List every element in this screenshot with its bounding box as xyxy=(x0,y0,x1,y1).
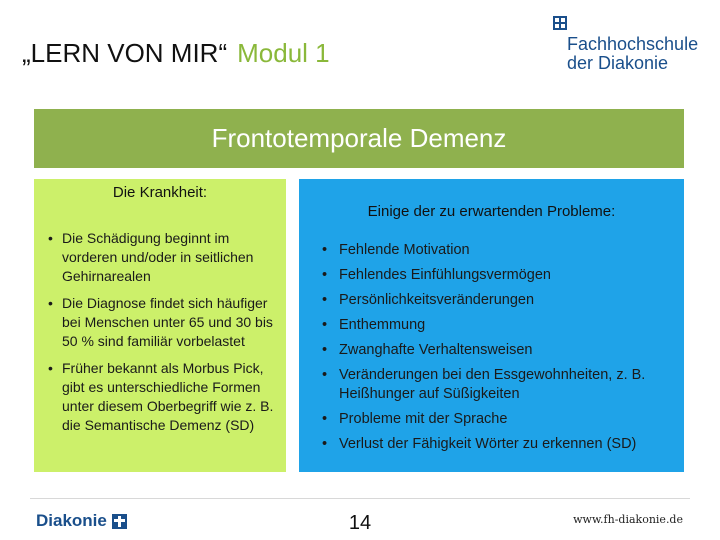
banner-title: Frontotemporale Demenz xyxy=(211,123,507,153)
title-main: „LERN VON MIR“ xyxy=(22,38,228,68)
list-item: • Zwanghafte Verhaltensweisen xyxy=(319,341,679,360)
diakonie-wordmark: Diakonie xyxy=(36,511,107,530)
disease-box xyxy=(34,179,286,472)
logo-mark-icon xyxy=(553,16,567,30)
list-item: • Früher bekannt als Morbus Pick, gibt es unterschiedliche Formen unter diesem Oberbegriff wie z. B. die Semantische Demenz (SD) xyxy=(46,359,282,435)
topic-banner xyxy=(34,109,684,168)
diakonie-logo xyxy=(36,511,127,531)
list-item: • Die Schädigung beginnt im vorderen und/oder in seitlichen Gehirnarealen xyxy=(46,229,282,286)
list-item: • Persönlichkeitsveränderungen xyxy=(319,291,679,310)
disease-list xyxy=(46,229,282,443)
title-modul: Modul 1 xyxy=(237,38,330,68)
logo-line-1: Fachhochschule xyxy=(567,34,699,54)
list-item: • Fehlende Motivation xyxy=(319,241,679,260)
list-item: • Enthemmung xyxy=(319,316,679,335)
disease-heading: Die Krankheit: xyxy=(112,184,208,201)
problems-list xyxy=(319,241,679,460)
logo-line-2: der Diakonie xyxy=(567,53,669,73)
slide-title xyxy=(22,38,330,69)
diakonie-cross-icon xyxy=(112,514,127,529)
fh-diakonie-logo xyxy=(553,16,713,76)
footer-url[interactable]: www.fh-diakonie.de xyxy=(573,513,683,526)
list-item: • Probleme mit der Sprache xyxy=(319,410,679,429)
list-item: • Die Diagnose findet sich häufiger bei Menschen unter 65 und 30 bis 50 % sind familiär vorbelastet xyxy=(46,294,282,351)
list-item: • Fehlendes Einfühlungsvermögen xyxy=(319,266,679,285)
problems-box xyxy=(299,179,684,472)
list-item: • Veränderungen bei den Essgewohnheiten, z. B. Heißhunger auf Süßigkeiten xyxy=(319,366,679,404)
page-number: 14 xyxy=(348,512,372,534)
problems-heading: Einige der zu erwartenden Probleme: xyxy=(367,203,616,220)
footer-divider xyxy=(30,498,690,499)
list-item: • Verlust der Fähigkeit Wörter zu erkennen (SD) xyxy=(319,435,679,454)
